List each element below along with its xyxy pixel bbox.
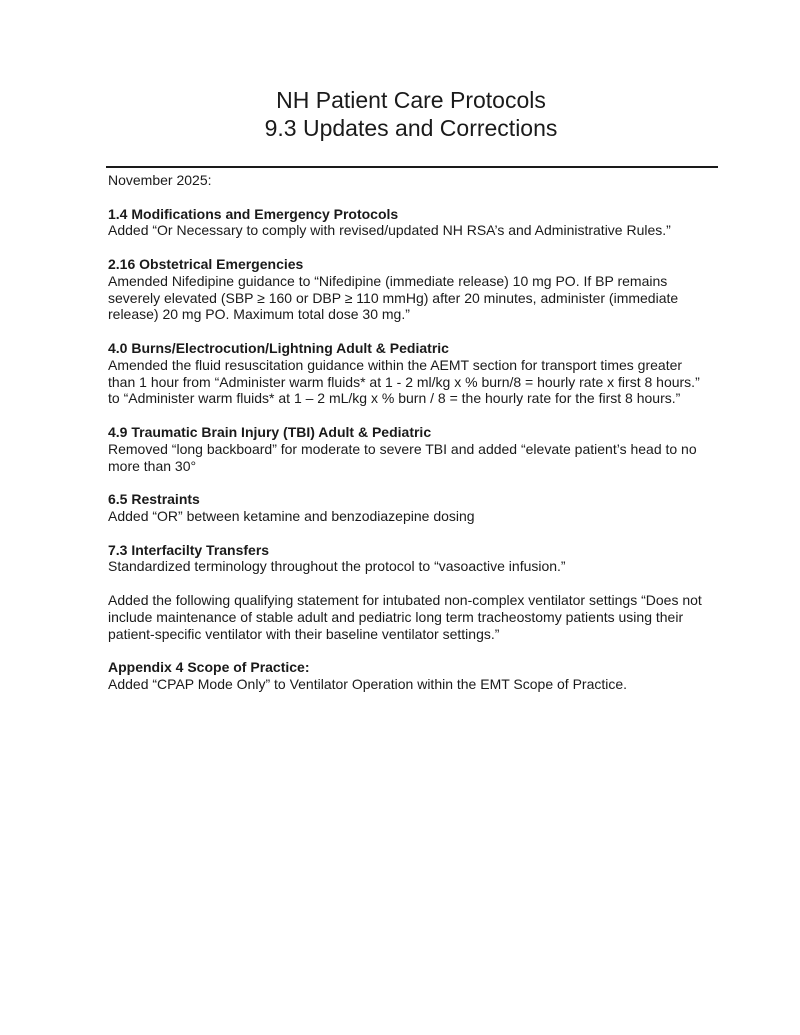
- section-6-5: [108, 491, 708, 525]
- document-title: [0, 86, 800, 142]
- section-heading: Appendix 4 Scope of Practice:: [108, 659, 310, 676]
- title-line-2: 9.3 Updates and Corrections: [264, 115, 558, 141]
- section-1-4: [108, 206, 708, 240]
- section-appendix-4: [108, 659, 708, 693]
- section-paragraph: Added the following qualifying statement for intubated non-complex ventilator settings “Does not include maintenance of stable adult and pediatric long term tracheostomy patients using their patient-specific ventilator with their baseline ventilator settings.”: [108, 591, 702, 642]
- section-heading: 4.0 Burns/Electrocution/Lightning Adult & Pediatric: [108, 339, 449, 356]
- section-heading: 6.5 Restraints: [108, 491, 200, 508]
- document-body: [108, 172, 708, 710]
- section-heading: 7.3 Interfacilty Transfers: [108, 541, 270, 558]
- section-7-3: [108, 542, 708, 643]
- section-paragraph: Added “OR” between ketamine and benzodiazepine dosing: [108, 507, 475, 524]
- section-paragraph: Amended Nifedipine guidance to “Nifedipine (immediate release) 10 mg PO. If BP remains severely elevated (SBP ≥ 160 or DBP ≥ 110 mmHg) after 20 minutes, administer (immediate release) 20 mg PO. Maximum total dose 30 mg.”: [108, 272, 679, 323]
- section-4-9: [108, 424, 708, 474]
- section-paragraph: Amended the fluid resuscitation guidance within the AEMT section for transport times greater than 1 hour from “Administer warm fluids* at 1 - 2 ml/kg x % burn/8 = hourly rate x first 8 hours.” to “Administer warm fluids* at 1 – 2 mL/kg x % burn / 8 = the hourly rate for the first 8 hours.”: [108, 356, 700, 407]
- section-paragraph: Added “CPAP Mode Only” to Ventilator Operation within the EMT Scope of Practice.: [108, 675, 628, 692]
- section-heading: 1.4 Modifications and Emergency Protocols: [108, 205, 399, 222]
- section-heading: 2.16 Obstetrical Emergencies: [108, 255, 304, 272]
- title-line-1: NH Patient Care Protocols: [276, 87, 546, 113]
- section-heading: 4.9 Traumatic Brain Injury (TBI) Adult & Pediatric: [108, 423, 432, 440]
- date-line: November 2025:: [108, 172, 212, 188]
- section-paragraph: Removed “long backboard” for moderate to severe TBI and added “elevate patient’s head to no more than 30°: [108, 440, 697, 474]
- horizontal-rule: [106, 166, 718, 168]
- section-2-16: [108, 256, 708, 323]
- section-paragraph: Added “Or Necessary to comply with revised/updated NH RSA’s and Administrative Rules.”: [108, 222, 671, 239]
- section-paragraph: Standardized terminology throughout the protocol to “vasoactive infusion.”: [108, 558, 566, 575]
- section-4-0: [108, 340, 708, 407]
